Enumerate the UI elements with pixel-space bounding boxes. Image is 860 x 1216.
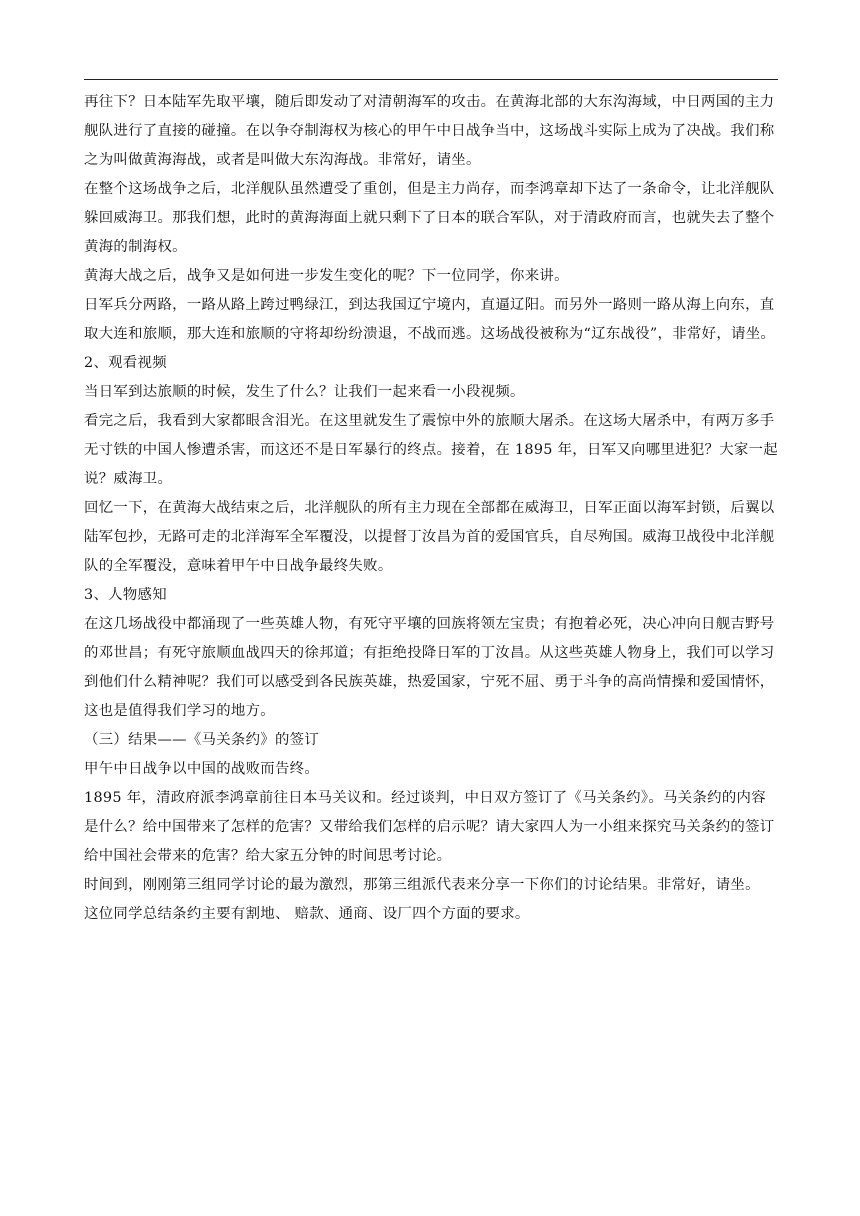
paragraph-fleet-retreat: 在整个这场战争之后，北洋舰队虽然遭受了重创，但是主力尚存，而李鸿章却下达了一条命令，让北洋舰队躲回威海卫。那我们想，此时的黄海海面上就只剩下了日本的联合军队，对于清政府而言，也就失去了整个黄海的制海权。 xyxy=(84,181,775,255)
paragraph-treaty-summary: 这位同学总结条约主要有割地、 赔款、通商、设厂四个方面的要求。 xyxy=(84,906,530,922)
paragraph-video-intro: 当日军到达旅顺的时候，发生了什么？让我们一起来看一小段视频。 xyxy=(84,384,525,400)
paragraph-heroes: 在这几场战役中都涌现了一些英雄人物，有死守平壤的回族将领左宝贵；有抱着必死，决心冲向日舰吉野号的邓世昌；有死守旅顺血战四天的徐邦道；有拒绝投降日军的丁汝昌。从这些英雄人物身上，我们可以学习到他们什么精神呢？我们可以感受到各民族英雄，热爱国家，宁死不屈、勇于斗争的高尚情操和爱国情怀，这也是值得我们学习的地方。 xyxy=(84,616,775,719)
section-heading-watch-video: 2、观看视频 xyxy=(84,355,167,371)
paragraph-war-ends: 甲午中日战争以中国的战败而告终。 xyxy=(84,761,320,777)
paragraph-weihaiwei: 回忆一下，在黄海大战结束之后，北洋舰队的所有主力现在全部都在威海卫，日军正面以海军封锁，后翼以陆军包抄，无路可走的北洋海军全军覆没，以提督丁汝昌为首的爱国官兵，自尽殉国。威海卫战役中北洋舰队的全军覆没，意味着甲午中日战争最终失败。 xyxy=(84,500,775,574)
paragraph-treaty-discussion: 1895 年，清政府派李鸿章前往日本马关议和。经过谈判，中日双方签订了《马关条约》。马关条约的内容是什么？给中国带来了怎样的危害？又带给我们怎样的启示呢？请大家四人为一小组来探究马关条约的签订给中国社会带来的危害？给大家五分钟的时间思考讨论。 xyxy=(84,790,775,864)
document-body xyxy=(84,88,780,929)
paragraph-lushun-massacre: 看完之后，我看到大家都眼含泪光。在这里就发生了震惊中外的旅顺大屠杀。在这场大屠杀中，有两万多手无寸铁的中国人惨遭杀害，而这还不是日军暴行的终点。接着，在 1895 年，日军又向哪里进犯？大家一起说？威海卫。 xyxy=(84,413,778,487)
section-heading-treaty: （三）结果——《马关条约》的签订 xyxy=(84,732,320,748)
paragraph-group-share: 时间到，刚刚第三组同学讨论的最为激烈，那第三组派代表来分享一下你们的讨论结果。非常好，请坐。 xyxy=(84,877,760,893)
section-heading-heroes: 3、人物感知 xyxy=(84,587,167,603)
paragraph-question-next: 黄海大战之后，战争又是如何进一步发生变化的呢？下一位同学，你来讲。 xyxy=(84,268,569,284)
paragraph-yellow-sea-battle: 再往下？日本陆军先取平壤，随后即发动了对清朝海军的攻击。在黄海北部的大东沟海域，中日两国的主力舰队进行了直接的碰撞。在以争夺制海权为核心的甲午中日战争当中，这场战斗实际上成为了决战。我们称之为叫做黄海海战，或者是叫做大东沟海战。非常好，请坐。 xyxy=(84,94,775,168)
paragraph-liaodong-campaign: 日军兵分两路，一路从路上跨过鸭绿江，到达我国辽宁境内，直逼辽阳。而另外一路则一路从海上向东，直取大连和旅顺，那大连和旅顺的守将却纷纷溃退，不战而逃。这场战役被称为“辽东战役”，非常好，请坐。 xyxy=(84,297,776,342)
header-rule xyxy=(84,79,778,80)
